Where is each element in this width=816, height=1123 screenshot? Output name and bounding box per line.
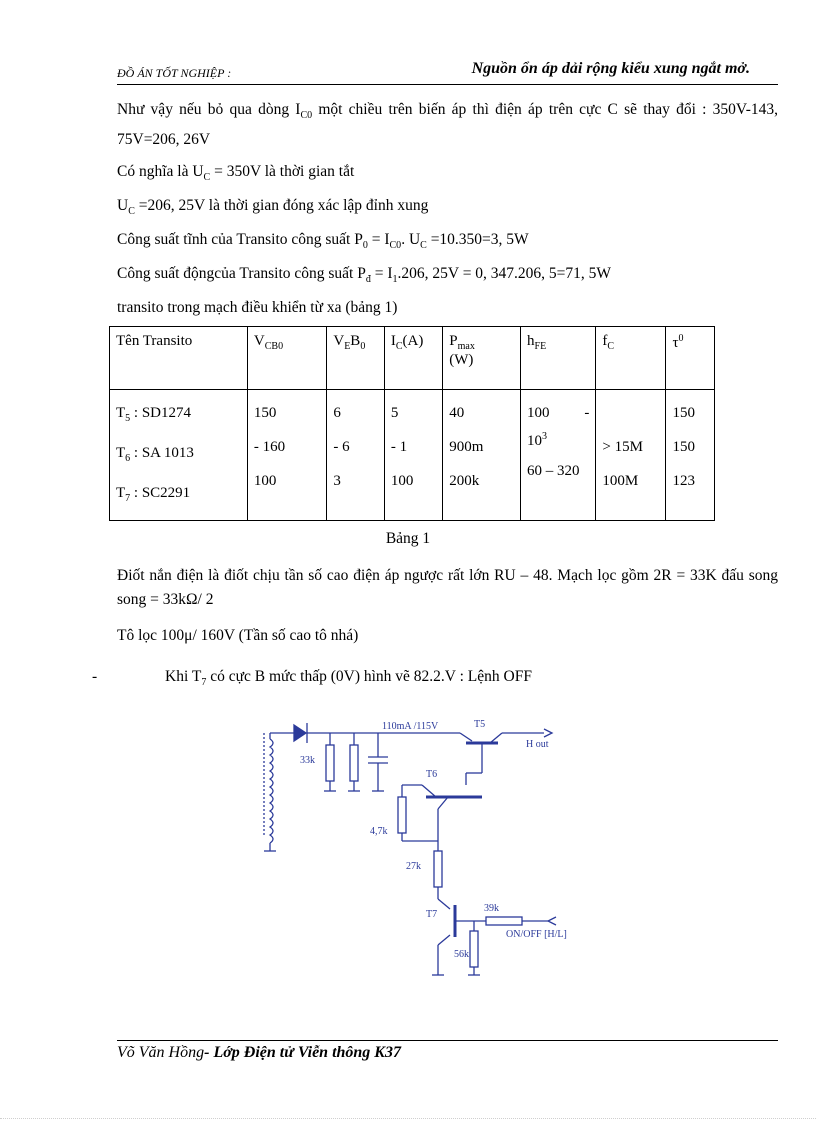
table-row	[110, 390, 715, 521]
label-onoff: ON/OFF [H/L]	[506, 929, 567, 940]
label-4-7k: 4,7k	[370, 826, 388, 837]
label-t7: T7	[426, 909, 438, 920]
paragraph-8: Tô lọc 100μ/ 160V (Tần số cao tô nhá)	[117, 627, 359, 644]
col-name-header: Tên Transito	[110, 327, 248, 390]
cell-pmax: 40 900m 200k	[443, 390, 521, 521]
coil-winding	[270, 739, 273, 843]
cell-name-t6: $T_6$ : SA 1013	[116, 445, 194, 464]
label-t5: T5	[474, 719, 486, 730]
transistor-table	[109, 326, 715, 521]
col-vcb-header: $V_{CB0}$	[247, 327, 326, 390]
hout-arrow-icon	[544, 729, 552, 737]
resistor-33k-2	[350, 745, 358, 781]
label-33k: 33k	[300, 755, 315, 766]
header-title: Nguồn ổn áp dải rộng kiểu xung ngắt mở.	[471, 60, 750, 77]
cell-ic: 5 - 1 100	[384, 390, 442, 521]
table-caption: Bảng 1	[385, 530, 431, 547]
cell-name-t5: $T_5$ : SD1274	[116, 405, 192, 424]
paragraph-5: Công suất độngcủa Transito công suất $P_đ = I_1.206$, 25V = 0, 347.206, 5=71, 5W	[117, 265, 612, 286]
col-veb-header: $V_EB_0$	[327, 327, 384, 390]
cell-tau: 150 150 123	[666, 390, 715, 521]
col-ic-header: $I_C(A)$	[384, 327, 442, 390]
diode-icon	[294, 725, 306, 741]
paragraph-3: $U_C =206$, 25V là thời gian đóng xác lập đỉnh xung	[117, 197, 429, 218]
page-bottom-edge	[0, 1118, 816, 1119]
bullet-text: Khi $T_7$ có cực B mức thấp (0V) hình vẽ 82.2.V : Lệnh OFF	[165, 668, 532, 689]
label-current: 110mA /115V	[382, 721, 439, 732]
paragraph-2: Có nghĩa là $U_C = 350V$ là thời gian tắt	[117, 163, 355, 184]
header-left: ĐỒ ÁN TỐT NGHIỆP :	[117, 66, 232, 80]
col-hfe-header: $h_{FE}$	[521, 327, 596, 390]
cell-vcb: 150 - 160 100	[247, 390, 326, 521]
paragraph-7: Điốt nắn điện là điốt chịu tần số cao điện áp ngược rất lớn RU – 48. Mạch lọc gồm 2R = 33K đấu song song = 33kΩ/ 2	[117, 567, 778, 608]
table-header-row	[110, 327, 715, 390]
cell-names	[110, 390, 248, 521]
onoff-arrow-icon	[548, 917, 556, 925]
page-footer	[117, 1044, 401, 1062]
cell-veb: 6 - 6 3	[327, 390, 384, 521]
footer-divider	[117, 1040, 778, 1041]
label-56k: 56k	[454, 949, 469, 960]
footer-author: Võ Văn Hồng	[117, 1044, 205, 1061]
col-fc-header: $f_C$	[596, 327, 666, 390]
label-t6: T6	[426, 769, 438, 780]
cell-hfe: 100 - $10^3$ 60 – 320	[521, 390, 596, 521]
resistor-33k-1	[326, 745, 334, 781]
label-27k: 27k	[406, 861, 421, 872]
resistor-56k	[470, 931, 478, 967]
paragraph-6: transito trong mạch điều khiển từ xa (bảng 1)	[117, 299, 398, 316]
paragraph-1: Như vậy nếu bỏ qua dòng $I_{C0}$ một chiều trên biến áp thì điện áp trên cực C sẽ thay đổi : 350V-143, 75V=206, 26V	[117, 101, 778, 149]
col-tau-header: $\tau^0$	[666, 327, 715, 390]
label-39k: 39k	[484, 903, 499, 914]
label-hout: H out	[526, 739, 549, 750]
cell-name-t7: $T_7$ : SC2291	[116, 485, 191, 504]
circuit-schematic	[250, 713, 580, 983]
footer-class: - Lớp Điện tử Viễn thông K37	[204, 1044, 401, 1061]
resistor-4-7k	[398, 797, 406, 833]
paragraph-4: Công suất tĩnh của Transito công suất $P_0 = I_{C0}$. $U_C =10.350=3$, 5W	[117, 231, 529, 252]
cell-fc: > 15M 100M	[596, 390, 666, 521]
page-header	[117, 60, 778, 85]
resistor-39k	[486, 917, 522, 925]
resistor-27k	[434, 851, 442, 887]
bullet-dash: -	[92, 668, 98, 685]
col-pmax-header: $P_{max}$ (W)	[443, 327, 521, 390]
